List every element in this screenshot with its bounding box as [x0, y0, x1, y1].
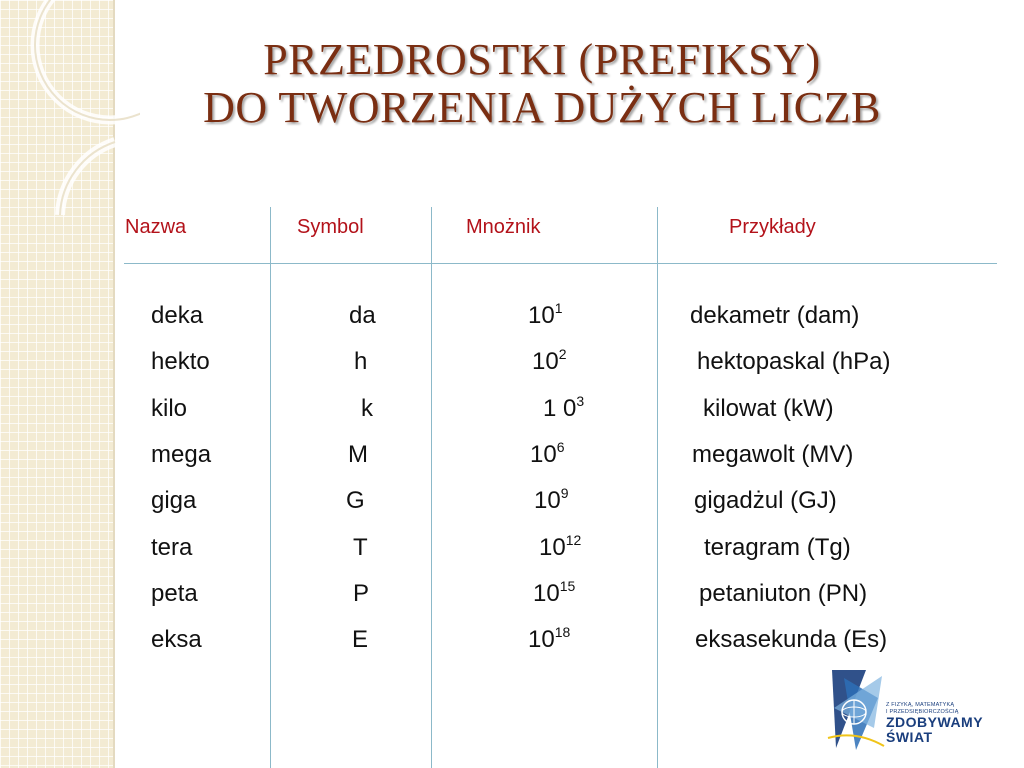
multiplier-exponent: 9	[560, 485, 569, 501]
multiplier-exponent: 12	[565, 532, 582, 548]
prefix-symbol: k	[361, 395, 373, 422]
prefix-example: dekametr (dam)	[690, 302, 860, 329]
prefix-example: hektopaskal (hPa)	[697, 348, 891, 375]
header-symbol: Symbol	[297, 216, 364, 238]
logo-tagline-1: Z FIZYKĄ, MATEMATYKĄ	[886, 702, 955, 708]
prefix-example: teragram (Tg)	[704, 534, 851, 561]
slide-title-line-1: PRZEDROSTKI (PREFIKSY)	[263, 35, 821, 84]
prefix-multiplier	[534, 487, 569, 515]
multiplier-exponent: 2	[558, 346, 567, 362]
logo-title-2: ŚWIAT	[886, 729, 933, 745]
prefix-multiplier	[530, 441, 565, 469]
logo-text	[886, 702, 983, 745]
multiplier-exponent: 3	[576, 393, 585, 409]
prefix-symbol: M	[348, 441, 368, 468]
prefix-symbol: E	[352, 626, 369, 653]
multiplier-base: 10	[534, 487, 561, 514]
multiplier-exponent: 18	[554, 624, 571, 640]
prefix-name: peta	[151, 580, 198, 607]
slide-title-line-2: DO TWORZENIA DUŻYCH LICZB	[203, 83, 881, 132]
header-multiplier: Mnożnik	[466, 216, 541, 238]
multiplier-base: 10	[528, 302, 555, 329]
prefix-symbol: T	[353, 534, 368, 561]
prefix-multiplier	[532, 348, 567, 376]
column-divider	[657, 207, 658, 768]
prefix-example: gigadżul (GJ)	[694, 487, 837, 514]
multiplier-base: 10	[528, 626, 555, 653]
slide-title	[60, 36, 1024, 132]
multiplier-base: 1 0	[543, 395, 577, 422]
prefix-name: mega	[151, 441, 212, 468]
multiplier-base: 10	[539, 534, 566, 561]
prefix-example: eksasekunda (Es)	[695, 626, 888, 653]
prefix-multiplier	[533, 580, 575, 608]
prefix-multiplier	[539, 534, 581, 562]
prefix-name: eksa	[151, 626, 202, 653]
prefix-symbol: h	[354, 348, 368, 375]
column-divider	[270, 207, 271, 768]
header-rule	[124, 263, 997, 264]
prefix-symbol: P	[353, 580, 370, 607]
multiplier-exponent: 15	[559, 578, 576, 594]
prefix-multiplier	[543, 395, 584, 423]
prefix-multiplier	[528, 626, 570, 654]
multiplier-exponent: 6	[556, 439, 565, 455]
prefix-example: petaniuton (PN)	[699, 580, 868, 607]
prefix-example: kilowat (kW)	[703, 395, 834, 422]
prefix-multiplier	[528, 302, 563, 330]
multiplier-exponent: 1	[554, 300, 563, 316]
prefix-symbol: da	[349, 302, 376, 329]
prefix-name: deka	[151, 302, 204, 329]
prefix-name: giga	[151, 487, 197, 514]
multiplier-base: 10	[532, 348, 559, 375]
prefix-example: megawolt (MV)	[692, 441, 854, 468]
prefix-name: tera	[151, 534, 193, 561]
multiplier-base: 10	[530, 441, 557, 468]
header-examples: Przykłady	[729, 216, 816, 238]
multiplier-base: 10	[533, 580, 560, 607]
prefix-symbol: G	[346, 487, 365, 514]
header-name: Nazwa	[125, 216, 187, 238]
logo-title-1: ZDOBYWAMY	[886, 714, 984, 730]
logo-tagline-2: I PRZEDSIĘBIORCZOŚCIĄ	[886, 708, 959, 715]
prefix-name: kilo	[151, 395, 188, 422]
column-divider	[431, 207, 432, 768]
prefix-name: hekto	[151, 348, 210, 375]
